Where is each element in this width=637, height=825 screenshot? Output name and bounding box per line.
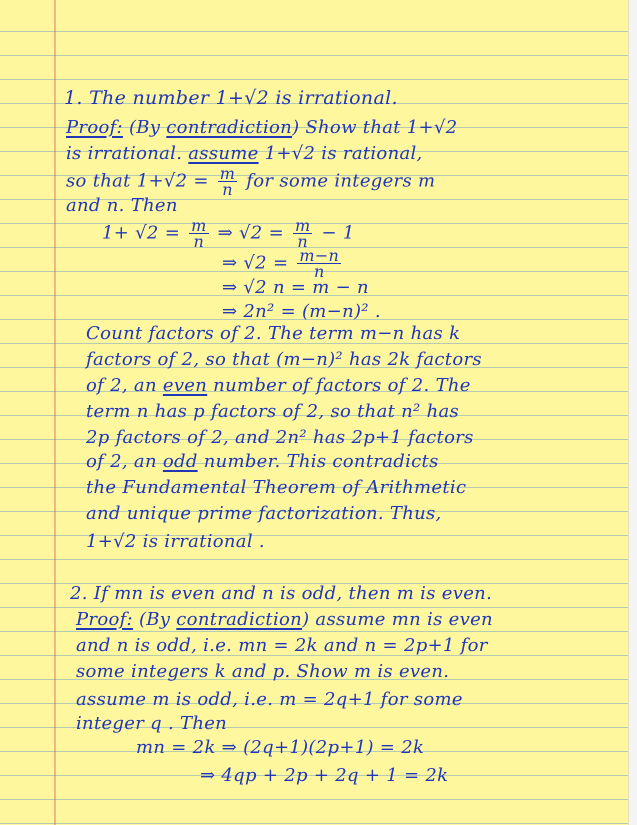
proof-1-line-17: and unique prime factorization. Thus, — [86, 503, 442, 524]
proof-1-conclusion: 1+√2 is irrational . — [86, 531, 265, 552]
equation-line-3: ⇒ √2 n = m − n — [222, 277, 369, 298]
proof-label: Proof: — [66, 117, 123, 138]
proof-1-line-15 — [86, 450, 439, 474]
text-span: ⇒ √2 = — [211, 222, 290, 244]
contradiction-label: contradiction — [176, 609, 303, 630]
proof-2-line-5: assume m is odd, i.e. m = 2q+1 for some — [76, 689, 463, 710]
contradiction-label: contradiction — [166, 117, 293, 138]
fraction-m-minus-n-over-n — [297, 248, 341, 279]
odd-label: odd — [162, 451, 198, 472]
proof-2-line-6: integer q . Then — [76, 713, 228, 734]
text-span: − 1 — [315, 222, 355, 244]
text-span: ) assume mn is even — [302, 609, 493, 630]
text-span: number. This contradicts — [197, 451, 439, 472]
fraction-m-over-n — [218, 166, 237, 197]
text-span: 1+ √2 = — [102, 222, 187, 244]
fraction-denominator: n — [297, 232, 309, 251]
text-span: (By — [132, 609, 177, 630]
proof-1-line-11: factors of 2, so that (m−n)² has 2k factors — [86, 349, 482, 370]
text-span: of 2, an — [86, 451, 163, 472]
equation-line-1 — [102, 218, 355, 249]
proof-2-header-line — [76, 608, 493, 632]
fraction-numerator: m — [294, 216, 311, 235]
fraction-denominator: n — [313, 262, 325, 281]
even-label: even — [162, 375, 208, 396]
proof-2-equation-1: mn = 2k ⇒ (2q+1)(2p+1) = 2k — [136, 737, 425, 758]
proof-1-line-13: term n has p factors of 2, so that n² has — [86, 401, 460, 422]
fraction-numerator: m — [191, 216, 207, 235]
equation-line-2 — [222, 248, 344, 279]
proof-1-line-12 — [86, 374, 471, 398]
text-span: for some integers m — [240, 170, 436, 192]
fraction-denominator: n — [193, 232, 205, 251]
text-span: of 2, an — [86, 375, 163, 396]
proof-1-line-16: the Fundamental Theorem of Arithmetic — [86, 477, 467, 498]
text-span: so that 1+√2 = — [66, 170, 215, 192]
proof-1-line-10: Count factors of 2. The term m−n has k — [86, 323, 461, 344]
proof-1-line-5: and n. Then — [66, 195, 178, 216]
proof-2-line-4: some integers k and p. Show m is even. — [76, 661, 450, 682]
equation-line-4: ⇒ 2n² = (m−n)² . — [222, 301, 381, 322]
theorem-2-statement: 2. If mn is even and n is odd, then m is even. — [70, 583, 493, 604]
fraction-numerator: m−n — [299, 246, 340, 265]
text-span: ⇒ √2 = — [222, 252, 295, 274]
proof-1-line-14: 2p factors of 2, and 2n² has 2p+1 factors — [86, 427, 474, 448]
text-span: ) Show that 1+√2 — [292, 117, 458, 138]
paper-edge — [628, 0, 637, 825]
text-span: 1+√2 is rational, — [258, 143, 423, 164]
proof-1-line-3 — [66, 142, 423, 166]
theorem-1-statement: 1. The number 1+√2 is irrational. — [64, 87, 398, 109]
assume-label: assume — [188, 143, 259, 164]
text-span: is irrational. — [66, 143, 189, 164]
proof-2-equation-2: ⇒ 4qp + 2p + 2q + 1 = 2k — [200, 765, 449, 786]
text-span: number of factors of 2. The — [207, 375, 471, 396]
proof-1-header-line — [66, 116, 457, 140]
text-span: (By — [122, 117, 167, 138]
fraction-denominator: n — [222, 180, 233, 199]
fraction-m-over-n — [293, 218, 312, 249]
proof-2-line-3: and n is odd, i.e. mn = 2k and n = 2p+1 for — [76, 635, 488, 656]
proof-1-line-4 — [66, 166, 435, 197]
fraction-m-over-n — [189, 218, 208, 249]
fraction-numerator: m — [219, 164, 236, 183]
proof-label: Proof: — [76, 609, 133, 630]
